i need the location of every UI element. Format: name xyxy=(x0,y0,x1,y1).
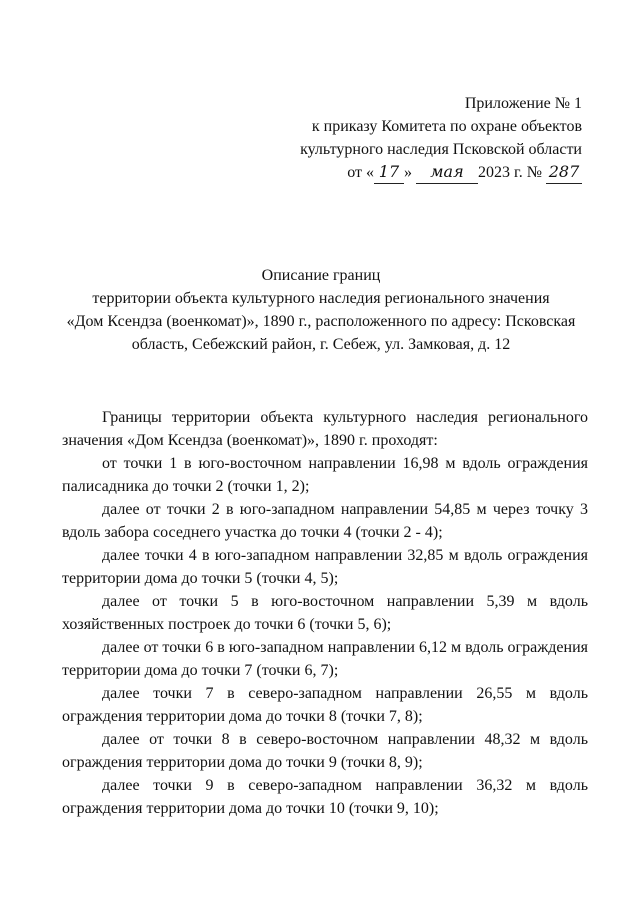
intro-paragraph: Границы территории объекта культурного наследия регионального значения «Дом Ксендза (военкомат)», 1890 г. проходят: xyxy=(62,409,588,449)
boundary-paragraph: далее от точки 5 в юго-восточном направлении 5,39 м вдоль хозяйственных построек до точки 6 (точки 5, 6); xyxy=(62,593,588,633)
boundary-paragraph: далее точки 9 в северо-западном направлении 36,32 м вдоль ограждения территории дома до точки 10 (точки 9, 10); xyxy=(62,777,588,817)
handwritten-day: 17 xyxy=(374,163,404,184)
boundary-paragraph: далее от точки 2 в юго-западном направлении 54,85 м через точку 3 вдоль забора соседнего участка до точки 4 (точки 2 - 4); xyxy=(62,501,588,541)
boundary-paragraph: далее точки 4 в юго-западном направлении 32,85 м вдоль ограждения территории дома до точки 5 (точки 4, 5); xyxy=(62,547,588,587)
appendix-header xyxy=(270,92,582,184)
order-date-line xyxy=(270,161,582,184)
date-mid: » xyxy=(403,164,412,181)
title-line-1: Описание границ xyxy=(261,267,381,284)
boundary-paragraph: от точки 1 в юго-восточном направлении 16,98 м вдоль ограждения палисадника до точки 2 (точки 1, 2); xyxy=(62,455,588,495)
date-prefix: от « xyxy=(347,164,374,181)
title-line-4: область, Себежский район, г. Себеж, ул. Замковая, д. 12 xyxy=(131,336,511,353)
title-line-2: территории объекта культурного наследия регионального значения xyxy=(92,290,550,307)
committee-name: культурного наследия Псковской области xyxy=(300,141,582,158)
appendix-number: Приложение № 1 xyxy=(464,95,582,112)
handwritten-order-number: 287 xyxy=(546,163,582,184)
boundary-paragraph: далее от точки 6 в юго-западном направлении 6,12 м вдоль ограждения территории дома до точки 7 (точки 6, 7); xyxy=(62,639,588,679)
boundary-paragraph: далее от точки 8 в северо-восточном направлении 48,32 м вдоль ограждения территории дома до точки 9 (точки 8, 9); xyxy=(62,731,588,771)
title-line-3: «Дом Ксендза (военкомат)», 1890 г., расположенного по адресу: Псковская xyxy=(66,313,576,330)
document-title xyxy=(62,264,580,356)
order-reference: к приказу Комитета по охране объектов xyxy=(311,118,582,135)
boundary-description xyxy=(62,406,588,820)
handwritten-month: мая xyxy=(416,163,478,184)
date-year: 2023 г. № xyxy=(477,164,542,181)
boundary-paragraph: далее точки 7 в северо-западном направлении 26,55 м вдоль ограждения территории дома до точки 8 (точки 7, 8); xyxy=(62,685,588,725)
